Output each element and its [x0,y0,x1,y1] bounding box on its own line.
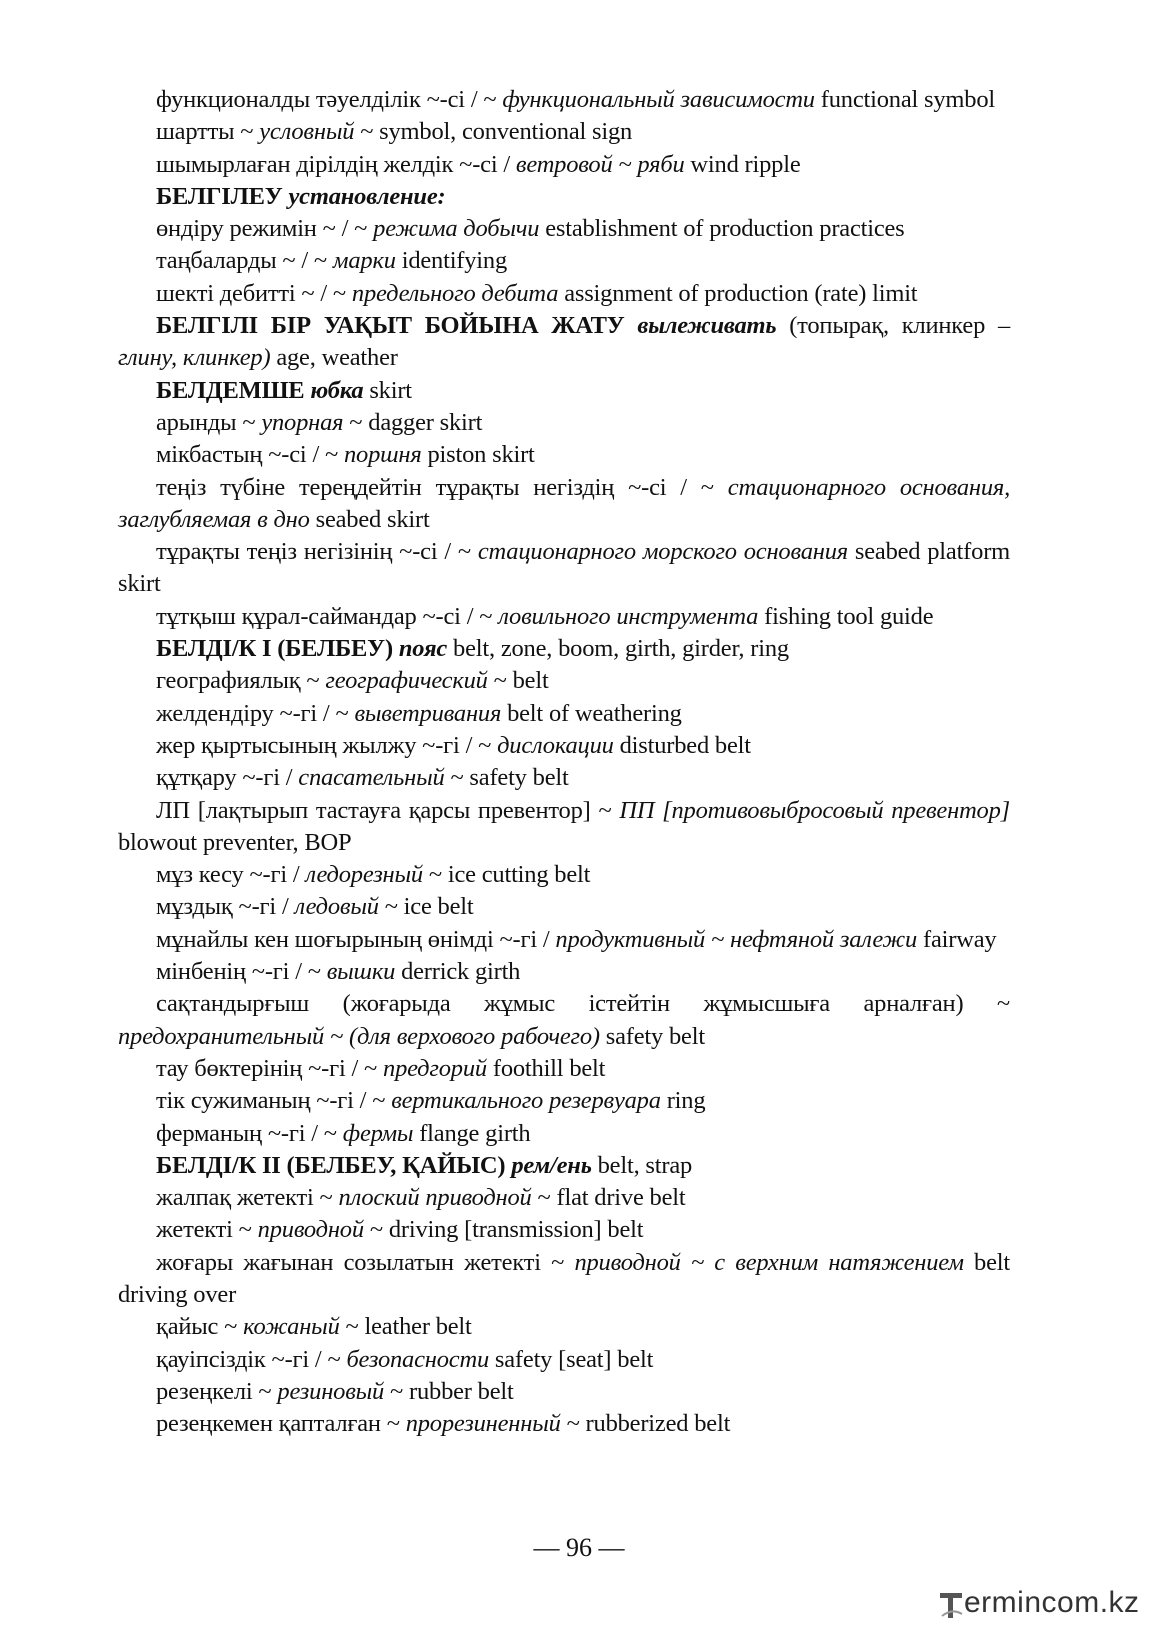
dictionary-entry [118,1376,1010,1408]
entry-run: спасательный [298,764,445,792]
watermark [940,1584,1150,1628]
termincom-logo-icon [940,1590,964,1620]
entry-run: belt, zone, boom, girth, girder, ring [447,635,789,663]
entry-run: piston skirt [421,441,535,469]
entry-run: теңіз түбіне тереңдейтін тұрақты негіздің ~-сі / ~ [156,473,728,501]
dictionary-entry [118,601,1010,633]
dictionary-entry [118,84,1010,116]
entry-run: ring [660,1087,706,1115]
entry-run: вышки [326,958,396,986]
entry-run: ~ belt [487,667,549,695]
entry-run: шартты ~ [156,118,260,146]
entry-run: мұздық ~-гі / [156,893,295,921]
entry-run: derrick girth [395,958,521,986]
dictionary-entry [118,1344,1010,1376]
watermark-text: ermincom.kz [964,1586,1140,1619]
entry-run: географиялық ~ [156,667,326,695]
entry-run: belt, strap [591,1151,693,1179]
dictionary-entry [118,116,1010,148]
dictionary-entry [118,278,1010,310]
dictionary-entry [118,698,1010,730]
entry-run: установление: [288,182,446,210]
entry-run: wind ripple [684,150,801,178]
entry-run: мінбенің ~-гі / ~ [156,958,327,986]
entry-run: функциональный зависимости [502,86,815,113]
entry-run: (топырақ, клинкер – [776,312,1010,340]
entry-run: тұрақты теңіз негізінің ~-сі / ~ [156,538,478,566]
entry-run: БЕЛДЕМШЕ [156,376,311,404]
entry-run: ветровой ~ ряби [515,150,685,178]
dictionary-entry [118,665,1010,697]
entry-run: ~ leather belt [339,1313,472,1341]
entry-run: резеңкелі ~ [156,1377,278,1405]
dictionary-entry [118,1053,1010,1085]
entry-run: стационарного основания, заглубляемая в дно [118,473,1010,533]
entry-run: ферманың ~-гі / ~ [156,1119,343,1147]
dictionary-entry [118,1118,1010,1150]
entry-run: fairway [917,925,997,953]
entry-run: предельного дебита [351,279,559,307]
entry-run: ~ flat drive belt [531,1184,686,1212]
entry-run: стационарного морского основания [477,538,848,566]
entry-run: продуктивный ~ нефтяной залежи [555,925,918,953]
dictionary-entry [118,1150,1010,1182]
dictionary-entry [118,536,1010,601]
dictionary-entry [118,1182,1010,1214]
entry-run: безопасности [346,1345,489,1373]
entry-run: flange girth [413,1119,531,1147]
entry-run: фермы [342,1119,414,1147]
entry-run: ~ driving [transmission] belt [363,1216,644,1244]
entry-run: шымырлаған дірілдің желдік ~-сі / [156,150,516,178]
entry-run: құтқару ~-гі / [156,764,299,792]
entry-run: identifying [395,247,508,275]
entry-run: условный [259,118,355,146]
entry-run: ~ rubber belt [384,1377,514,1405]
dictionary-entry [118,439,1010,471]
dictionary-entry [118,988,1010,1053]
dictionary-entry [118,213,1010,245]
dictionary-entry [118,924,1010,956]
entry-run: выветривания [354,699,502,727]
entry-run: ловильного инструмента [498,602,759,630]
dictionary-entry [118,859,1010,891]
dictionary-entry [118,149,1010,181]
entry-run: жер қыртысының жылжу ~-гі / ~ [156,731,498,759]
entry-run: ледорезный [305,861,423,889]
entry-run: таңбаларды ~ / ~ [156,247,333,275]
entry-run: БЕЛГІЛЕУ [156,182,289,210]
entry-run: БЕЛДІ/К ІІ (БЕЛБЕУ, ҚАЙЫС) [156,1151,512,1179]
entry-run: вертикального резервуара [391,1087,661,1115]
entry-run: skirt [363,376,412,404]
entry-run: жоғары жағынан созылатын жетекті ~ [156,1248,575,1276]
entry-run: seabed platform skirt [118,538,1011,598]
entry-run: establishment of production practices [539,215,905,243]
entry-run: ЛП [лақтырып тастауға қарсы превентор] ~ [156,796,620,824]
entry-run: тау бөктерінің ~-гі / ~ [156,1054,384,1082]
entry-run: кожаный [243,1313,340,1341]
entry-run: safety belt [599,1022,705,1050]
dictionary-entry [118,375,1010,407]
entry-run: age, weather [270,344,398,372]
dictionary-entry [118,1247,1010,1312]
dictionary-entry [118,1085,1010,1117]
entry-run: марки [332,247,396,275]
entry-run: приводной [257,1216,364,1244]
entry-run: ~ rubberized belt [560,1410,731,1438]
entry-run: қауіпсіздік ~-гі / ~ [156,1345,347,1373]
entry-run: functional symbol [814,86,995,113]
entry-run: вылеживать [637,312,777,340]
entry-run: юбка [310,376,364,404]
entry-run: арынды ~ [156,408,262,436]
entry-run: мұнайлы кен шоғырының өнімді ~-гі / [156,925,556,953]
dictionary-entry [118,730,1010,762]
entry-run: прорезиненный [405,1410,561,1438]
dictionary-entry [118,181,1010,213]
dictionary-entry [118,472,1010,537]
entry-run: ~ symbol, conventional sign [354,118,633,146]
entry-run: резеңкемен қапталған ~ [156,1410,406,1438]
entry-run: географический [325,667,488,695]
entry-run: мікбастың ~-сі / ~ [156,441,344,469]
entry-run: шекті дебитті ~ / ~ [156,279,352,307]
entry-run: приводной ~ с верхним натяжением [574,1248,964,1276]
entry-run: желдендіру ~-гі / ~ [156,699,355,727]
dictionary-entry [118,956,1010,988]
entry-run: ПП [противовыбросовый превентор] [619,796,1010,824]
entry-run: safety [seat] belt [489,1345,654,1373]
entry-run: ~ safety belt [444,764,569,792]
entry-run: fishing tool guide [758,602,934,630]
entry-run: assignment of production (rate) limit [558,279,918,307]
entry-run: БЕЛДІ/К І (БЕЛБЕУ) [156,635,399,663]
entry-run: глину, клинкер) [118,344,271,372]
dictionary-entry [118,891,1010,923]
entry-run: тұтқыш құрал-саймандар ~-сі / ~ [156,602,499,630]
dictionary-entry [118,1214,1010,1246]
dictionary-entry [118,795,1010,860]
entry-run: foothill belt [486,1054,606,1082]
entry-run: тік сужиманың ~-гі / ~ [156,1087,392,1115]
entry-run: ~ dagger skirt [343,408,483,436]
page-number: — 96 — [533,1533,625,1562]
entry-run: пояс [398,635,448,663]
entry-run: өндіру режимін ~ / ~ [156,215,374,243]
entry-run: жалпақ жетекті ~ [156,1184,339,1212]
entry-run: рем/ень [511,1151,592,1179]
entry-run: упорная [261,408,344,436]
dictionary-entry [118,1311,1010,1343]
dictionary-entry [118,310,1010,375]
dictionary-entry [118,1408,1010,1440]
entry-run: дислокации [497,731,614,759]
dictionary-entry [118,245,1010,277]
entry-run: сақтандырғыш (жоғарыда жұмыс істейтін жұмысшыға арналған) ~ [156,990,1010,1018]
entry-run: предгорий [383,1054,487,1082]
entry-run: режима добычи [373,215,540,243]
dictionary-page [118,84,1010,1440]
entry-run: seabed skirt [309,505,430,533]
dictionary-entry [118,762,1010,794]
entry-run: ледовый [294,893,379,921]
entry-run: blowout preventer, BOP [118,828,352,856]
entry-run: belt driving over [118,1248,1010,1308]
entry-run: мұз кесу ~-гі / [156,861,306,889]
entry-run: қайыс ~ [156,1313,244,1341]
entry-run: предохранительный ~ (для верхового рабочего) [118,1022,600,1050]
entry-run: belt of weathering [501,699,682,727]
entry-run: плоский приводной [338,1184,532,1212]
entry-run: резиновый [277,1377,385,1405]
entry-run: функционалды тәуелділік ~-сі / ~ [156,86,503,113]
dictionary-entry [118,633,1010,665]
entry-run: ~ ice cutting belt [422,861,591,889]
entry-run: жетекті ~ [156,1216,258,1244]
dictionary-entry [118,407,1010,439]
entry-run: поршня [343,441,422,469]
entry-run: disturbed belt [613,731,751,759]
entry-run: БЕЛГІЛІ БІР УАҚЫТ БОЙЫНА ЖАТУ [156,312,638,340]
entry-run: ~ ice belt [378,893,474,921]
